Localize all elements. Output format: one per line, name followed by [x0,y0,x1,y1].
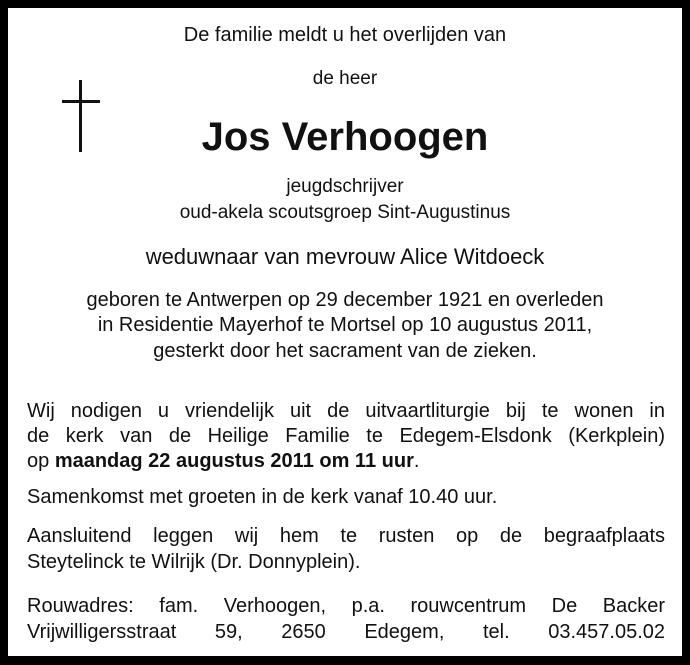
title-line: oud-akela scoutsgroep Sint-Augustinus [179,202,511,223]
address-line: Vrijwilligersstraat 59, 2650 Edegem, tel. 03.457.05.02 [27,621,665,643]
address-line: Rouwadres: fam. Verhoogen, p.a. rouwcentrum De Backer [27,595,665,617]
funeral-prefix: op [27,450,55,472]
funeral-line: Wij nodigen u vriendelijk uit de uitvaartliturgie bij te wonen in [27,400,665,422]
birth-death-line: geboren te Antwerpen op 29 december 1921 en overleden [86,289,604,311]
intro-text: De familie meldt u het overlijden van [183,24,507,46]
funeral-date-line [27,451,419,471]
burial-line: Aansluitend leggen wij hem te rusten op de begraafplaats [27,525,665,547]
title-line: jeugdschrijver [286,176,404,197]
birth-death-line: gesterkt door het sacrament van de zieken. [153,340,537,362]
honorific: de heer [312,68,378,89]
funeral-line: de kerk van de Heilige Familie te Edegem-Elsdonk (Kerkplein) [27,425,665,447]
burial-line: Steytelinck te Wilrijk (Dr. Donnyplein). [27,551,361,573]
gathering-line: Samenkomst met groeten in de kerk vanaf 10.40 uur. [27,486,498,508]
spouse-line: weduwnaar van mevrouw Alice Witdoeck [145,244,545,269]
birth-death-line: in Residentie Mayerhof te Mortsel op 10 augustus 2011, [97,314,593,336]
deceased-name: Jos Verhoogen [201,115,489,159]
funeral-date: maandag 22 augustus 2011 om 11 uur [54,450,414,472]
funeral-suffix: . [413,450,420,472]
